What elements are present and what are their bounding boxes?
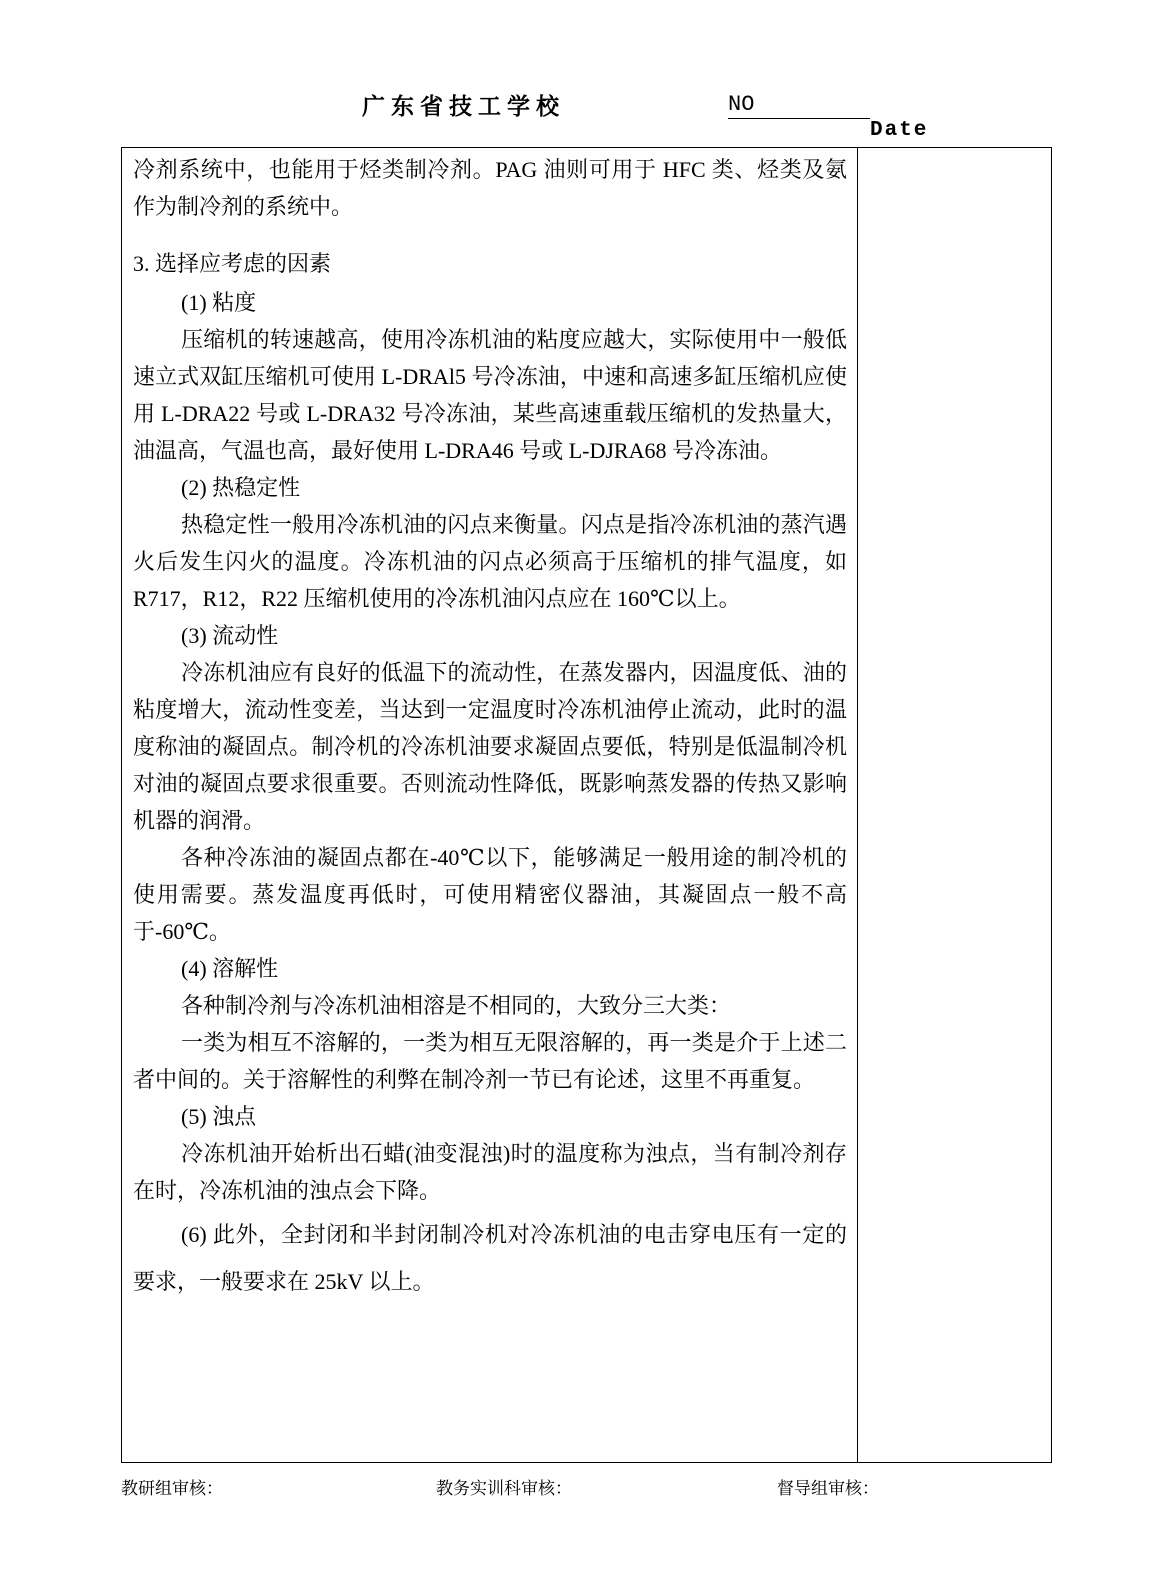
subheading-cloud-point: (5) 浊点 [181, 1104, 257, 1129]
footer-teaching-group: 教研组审核： [121, 1479, 223, 1499]
number-field: NO [728, 92, 870, 119]
column-divider [857, 147, 858, 1463]
school-title: 广东省技工学校 [362, 94, 565, 120]
paragraph-breakdown-voltage: (6) 此外，全封闭和半封闭制冷机对冷冻机油的电击穿电压有一定的要求，一般要求在 25kV 以上。 [133, 1222, 847, 1294]
paragraph-fluidity: 冷冻机油应有良好的低温下的流动性，在蒸发器内，因温度低、油的粘度增大，流动性变差，当达到一定温度时冷冻机油停止流动，此时的温度称油的凝固点。制冷机的冷冻机油要求凝固点要低，特别是低温制冷机对油的凝固点要求很重要。否则流动性降低，既影响蒸发器的传热又影响机器的润滑。 [133, 660, 847, 833]
section-heading: 3. 选择应考虑的因素 [133, 251, 332, 276]
paragraph-freezing-point: 各种冷冻油的凝固点都在-40℃以下，能够满足一般用途的制冷机的使用需要。蒸发温度再低时，可使用精密仪器油，其凝固点一般不高于-60℃。 [133, 845, 847, 944]
subheading-thermal-stability: (2) 热稳定性 [181, 475, 301, 500]
lesson-content [133, 151, 847, 1305]
subheading-solubility: (4) 溶解性 [181, 956, 279, 981]
date-label: Date [870, 119, 929, 142]
subheading-viscosity: (1) 粘度 [181, 290, 257, 315]
footer-academic-affairs: 教务实训科审核： [436, 1479, 572, 1499]
paragraph-solubility-intro: 各种制冷剂与冷冻机油相溶是不相同的，大致分三大类： [181, 993, 732, 1018]
paragraph-thermal-stability: 热稳定性一般用冷冻机油的闪点来衡量。闪点是指冷冻机油的蒸汽遇火后发生闪火的温度。冷冻机油的闪点必须高于压缩机的排气温度，如 R717，R12，R22 压缩机使用的冷冻机油闪点应在 160℃以上。 [133, 512, 847, 611]
paragraph-cloud-point: 冷冻机油开始析出石蜡(油变混浊)时的温度称为浊点，当有制冷剂存在时，冷冻机油的浊点会下降。 [133, 1141, 847, 1203]
paragraph-viscosity: 压缩机的转速越高，使用冷冻机油的粘度应越大，实际使用中一般低速立式双缸压缩机可使用 L-DRAl5 号冷冻油，中速和高速多缸压缩机应使用 L-DRA22 号或 L-DRA32 号冷冻油，某些高速重载压缩机的发热量大，油温高，气温也高，最好使用 L-DRA46 号或 L-DJRA68 号冷冻油。 [133, 327, 847, 463]
paragraph-intro: 冷剂系统中，也能用于烃类制冷剂。PAG 油则可用于 HFC 类、烃类及氨作为制冷剂的系统中。 [133, 157, 847, 219]
footer-supervision-group: 督导组审核： [777, 1479, 879, 1499]
subheading-fluidity: (3) 流动性 [181, 623, 279, 648]
paragraph-solubility-types: 一类为相互不溶解的，一类为相互无限溶解的，再一类是介于上述二者中间的。关于溶解性的利弊在制冷剂一节已有论述，这里不再重复。 [133, 1030, 847, 1092]
